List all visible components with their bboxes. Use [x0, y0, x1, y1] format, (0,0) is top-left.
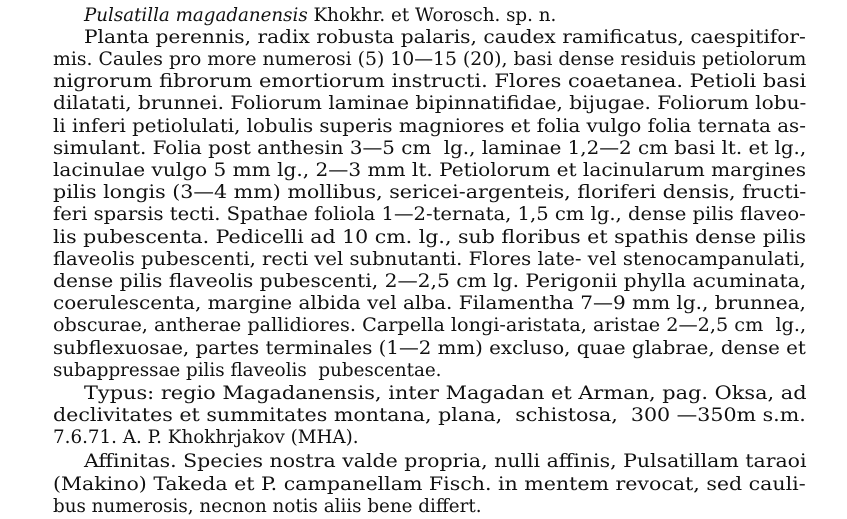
description-line: dense pilis flaveolis pubescenti, 2—2,5 cm lg. Perigonii phylla acuminata, [53, 271, 807, 292]
species-heading [84, 5, 556, 28]
description-line: flaveolis pubescenti, recti vel subnutanti. Flores late- vel stenocampanulati, [53, 249, 806, 270]
description-line: subflexuosae, partes terminales (1—2 mm) excluso, quae glabrae, dense et [53, 338, 806, 359]
description-line: feri sparsis tecti. Spathae foliola 1—2-ternata, 1,5 cm lg., dense pilis flaveo- [53, 204, 806, 225]
description-line: nigrorum fibrorum emortiorum instructi. Flores coaetanea. Petioli basi [53, 71, 807, 92]
cropped-previous-text-fragment [260, 0, 380, 2]
description-line: subappressae pilis flaveolis pubescentae. [53, 360, 442, 381]
description-line: Planta perennis, radix robusta palaris, caudex ramificatus, caespitifor- [84, 27, 806, 48]
affinitas-line: Affinitas. Species nostra valde propria, nulli affinis, Pulsatillam taraoi [84, 451, 807, 472]
affinitas-line: bus numerosis, necnon notis aliis bene differt. [53, 496, 482, 517]
description-line: obscurae, antherae pallidiores. Carpella longi-aristata, aristae 2—2,5 cm lg., [53, 315, 807, 336]
affinitas-line: (Makino) Takeda et P. campanellam Fisch. in mentem revocat, sed cauli- [53, 474, 806, 495]
typus-line: declivitates et summitates montana, plana, schistosa, 300 —350m s.m. [53, 405, 806, 426]
description-line: mis. Caules pro more numerosi (5) 10—15 (20), basi dense residuis petiolorum [53, 49, 807, 70]
species-authors: Khokhr. et Worosch. sp. n. [307, 5, 557, 26]
description-line: lacinulae vulgo 5 mm lg., 2—3 mm lt. Petiolorum et lacinularum margines [53, 160, 807, 181]
description-line: simulant. Folia post anthesin 3—5 cm lg., laminae 1,2—2 cm basi lt. et lg., [53, 138, 807, 159]
description-line: dilatati, brunnei. Foliorum laminae bipinnatifidae, bijugae. Foliorum lobu- [53, 93, 807, 114]
description-line: lis pubescenta. Pedicelli ad 10 cm. lg., sub floribus et spathis dense pilis [53, 227, 807, 248]
description-line: pilis longis (3—4 mm) mollibus, sericei-argenteis, floriferi densis, fructi- [53, 182, 807, 203]
typus-line: Typus: regio Magadanensis, inter Magadan et Arman, pag. Oksa, ad [84, 383, 807, 404]
species-name: Pulsatilla magadanensis [84, 5, 308, 26]
description-line: coerulescenta, margine albida vel alba. Filamentha 7—9 mm lg., brunnea, [53, 293, 806, 314]
description-line: li inferi petiolulati, lobulis superis magniores et folia vulgo folia ternata as- [53, 116, 806, 137]
typus-line: 7.6.71. A. P. Khokhrjakov (MHA). [53, 427, 359, 448]
